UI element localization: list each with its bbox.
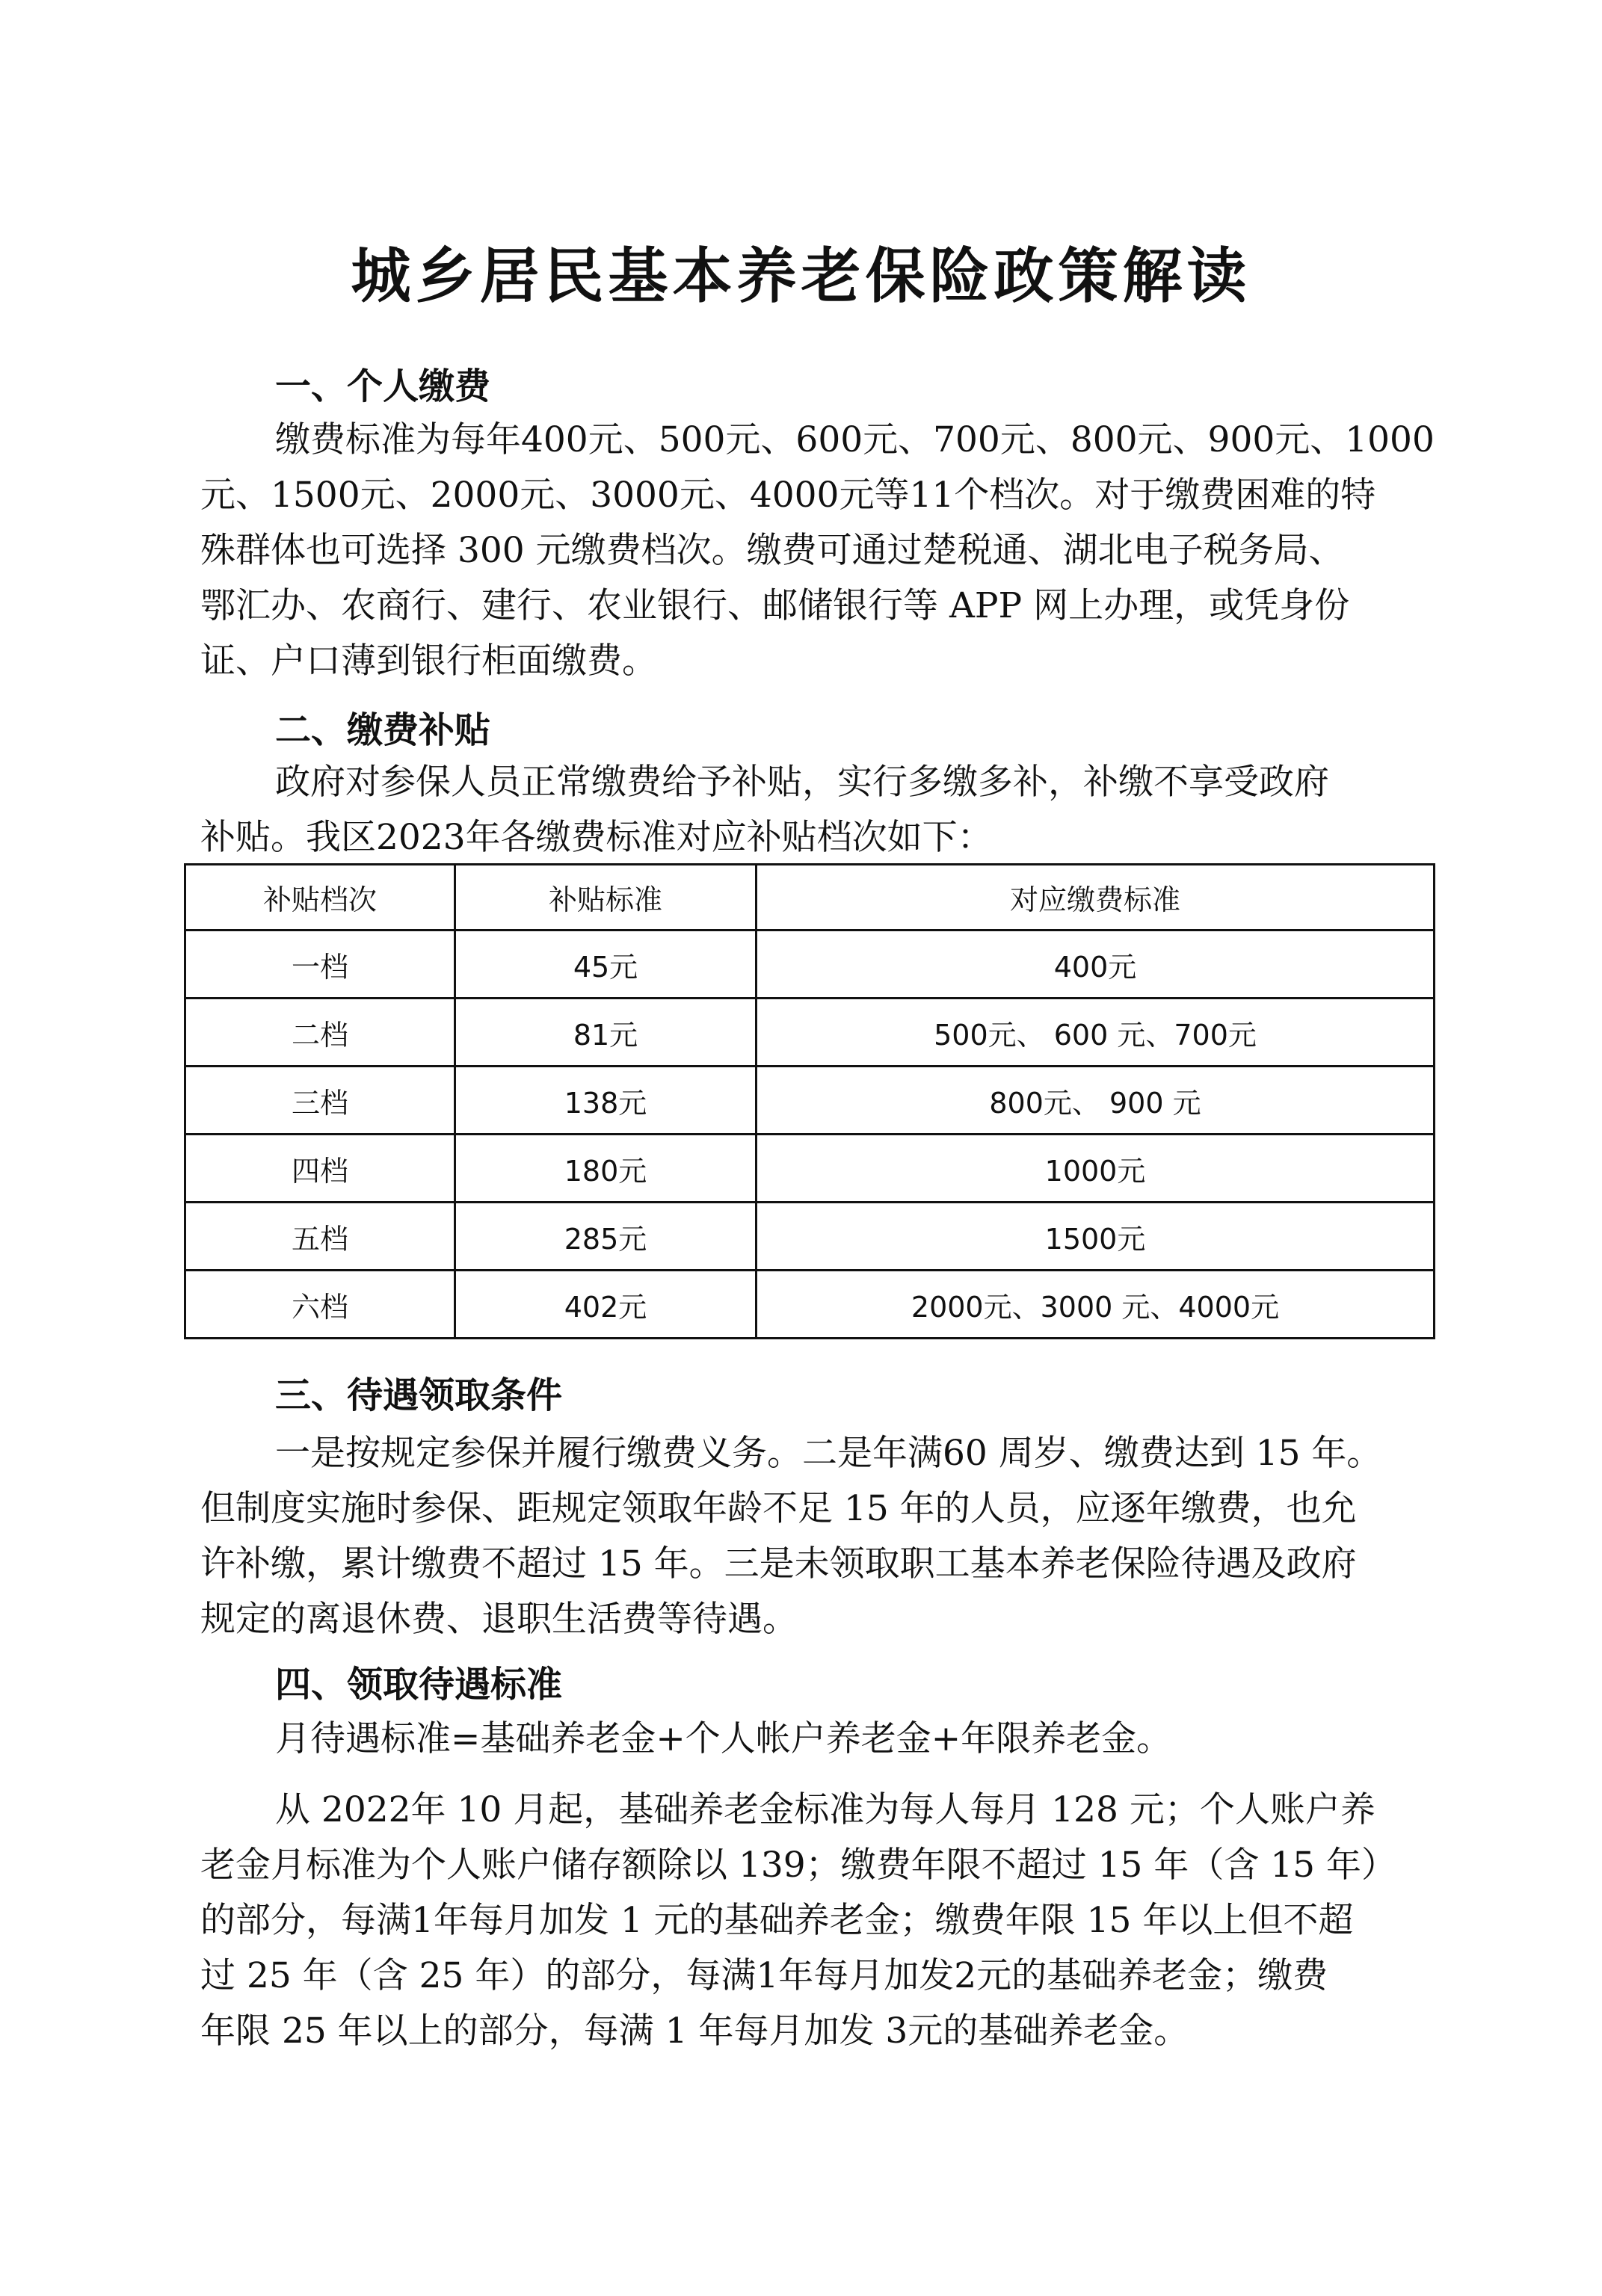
section-heading-1: 一、个人缴费 bbox=[275, 365, 491, 407]
paragraph-line: 从 2022年 10 月起，基础养老金标准为每人每月 128 元；个人账户养 bbox=[275, 1789, 1375, 1830]
table-cell: 五档 bbox=[185, 1203, 455, 1271]
table-cell: 81元 bbox=[455, 999, 757, 1067]
table-row bbox=[185, 1135, 1435, 1203]
paragraph-line: 规定的离退休费、退职生活费等待遇。 bbox=[200, 1599, 798, 1640]
paragraph-line: 老金月标准为个人账户储存额除以 139；缴费年限不超过 15 年（含 15 年） bbox=[200, 1845, 1397, 1886]
section-2-paragraph bbox=[200, 755, 1426, 865]
subsidy-table bbox=[184, 863, 1435, 1339]
table-row bbox=[185, 1271, 1435, 1339]
section-1-paragraph bbox=[200, 413, 1435, 689]
table-cell: 285元 bbox=[455, 1203, 757, 1271]
paragraph-line: 过 25 年（含 25 年）的部分，每满1年每月加发2元的基础养老金；缴费 bbox=[200, 1955, 1328, 1996]
paragraph-line: 年限 25 年以上的部分，每满 1 年每月加发 3元的基础养老金。 bbox=[200, 2010, 1189, 2052]
table-cell: 三档 bbox=[185, 1067, 455, 1135]
table-cell: 六档 bbox=[185, 1271, 455, 1339]
table-row bbox=[185, 931, 1435, 999]
paragraph-line: 证、户口薄到银行柜面缴费。 bbox=[200, 641, 657, 682]
paragraph-line: 政府对参保人员正常缴费给予补贴，实行多缴多补，补缴不享受政府 bbox=[275, 762, 1329, 803]
paragraph-line: 殊群体也可选择 300 元缴费档次。缴费可通过楚税通、湖北电子税务局、 bbox=[200, 530, 1344, 571]
paragraph-line: 缴费标准为每年400元、500元、600元、700元、800元、900元、1000 bbox=[275, 419, 1435, 460]
section-3-paragraph bbox=[200, 1426, 1426, 1647]
table-cell: 500元、 600 元、700元 bbox=[757, 999, 1435, 1067]
table-cell: 138元 bbox=[455, 1067, 757, 1135]
section-heading-2: 二、缴费补贴 bbox=[275, 709, 491, 751]
section-heading-4: 四、领取待遇标准 bbox=[275, 1664, 563, 1706]
paragraph-line: 的部分，每满1年每月加发 1 元的基础养老金；缴费年限 15 年以上但不超 bbox=[200, 1900, 1354, 1941]
document-title: 城乡居民基本养老保险政策解读 bbox=[351, 241, 1251, 311]
section-4-paragraph bbox=[200, 1783, 1426, 2059]
formula-line: 月待遇标准=基础养老金+个人帐户养老金+年限养老金。 bbox=[275, 1718, 1172, 1759]
table-row bbox=[185, 1067, 1435, 1135]
table-header-cell: 补贴标准 bbox=[455, 865, 757, 931]
section-4-formula bbox=[200, 1712, 1426, 1767]
table-cell: 1500元 bbox=[757, 1203, 1435, 1271]
table-cell: 45元 bbox=[455, 931, 757, 999]
paragraph-line: 鄂汇办、农商行、建行、农业银行、邮储银行等 APP 网上办理，或凭身份 bbox=[200, 585, 1350, 626]
table-cell: 二档 bbox=[185, 999, 455, 1067]
table-cell: 180元 bbox=[455, 1135, 757, 1203]
table-header-row bbox=[185, 865, 1435, 931]
table-cell: 1000元 bbox=[757, 1135, 1435, 1203]
table-cell: 402元 bbox=[455, 1271, 757, 1339]
table-header-cell: 对应缴费标准 bbox=[757, 865, 1435, 931]
section-heading-3: 三、待遇领取条件 bbox=[275, 1374, 563, 1416]
paragraph-line: 一是按规定参保并履行缴费义务。二是年满60 周岁、缴费达到 15 年。 bbox=[275, 1433, 1382, 1474]
table-row bbox=[185, 999, 1435, 1067]
paragraph-line: 补贴。我区2023年各缴费标准对应补贴档次如下： bbox=[200, 817, 993, 858]
table-row bbox=[185, 1203, 1435, 1271]
table-header-cell: 补贴档次 bbox=[185, 865, 455, 931]
table-cell: 2000元、3000 元、4000元 bbox=[757, 1271, 1435, 1339]
paragraph-line: 许补缴，累计缴费不超过 15 年。三是未领取职工基本养老保险待遇及政府 bbox=[200, 1543, 1357, 1584]
table-cell: 四档 bbox=[185, 1135, 455, 1203]
table-cell: 一档 bbox=[185, 931, 455, 999]
paragraph-line: 元、1500元、2000元、3000元、4000元等11个档次。对于缴费困难的特 bbox=[200, 475, 1376, 516]
table-cell: 400元 bbox=[757, 931, 1435, 999]
table-cell: 800元、 900 元 bbox=[757, 1067, 1435, 1135]
paragraph-line: 但制度实施时参保、距规定领取年龄不足 15 年的人员，应逐年缴费，也允 bbox=[200, 1488, 1357, 1529]
